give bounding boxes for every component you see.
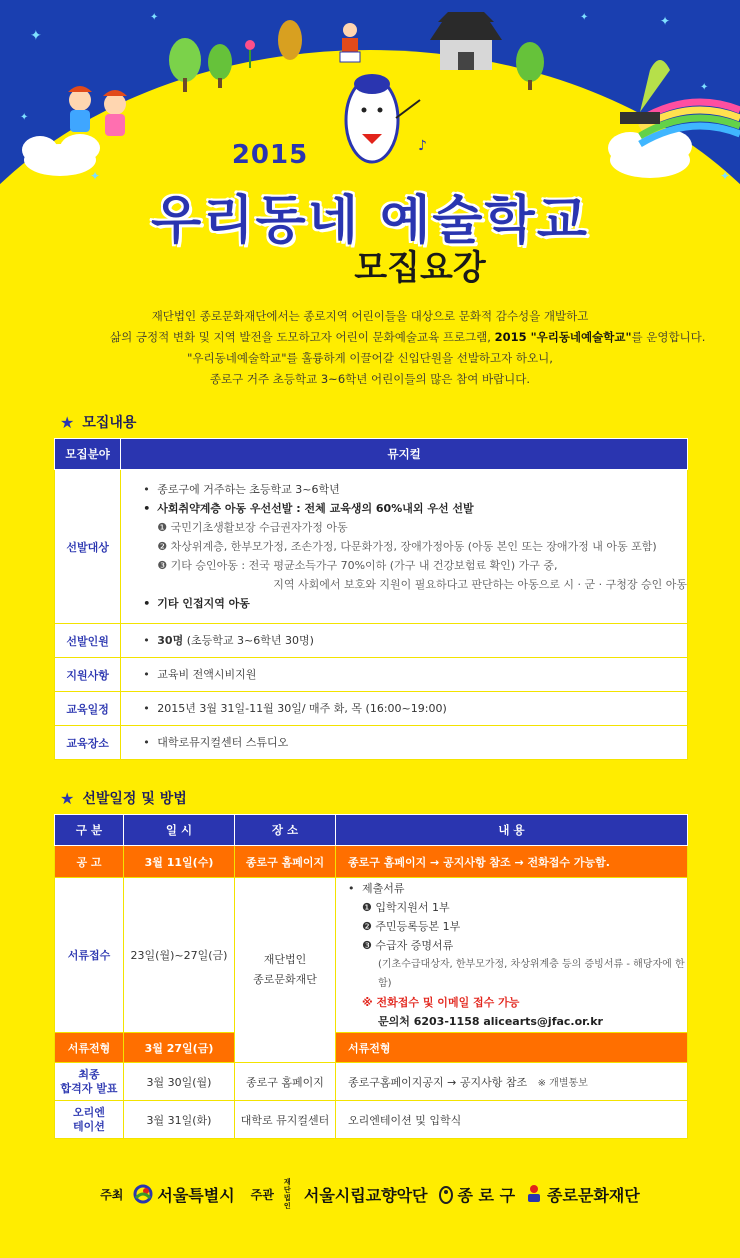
intro-line-part: 를 운영합니다.	[631, 330, 706, 344]
cell: 오리엔테이션 및 입학식	[336, 1101, 688, 1139]
cell: 종로구 홈페이지 → 공지사항 참조 → 전화접수 가능함.	[336, 846, 688, 878]
table-row	[55, 1033, 688, 1063]
section-heading-text: 모집내용	[82, 415, 137, 431]
column-header: 내 용	[336, 815, 688, 846]
page-title: 우리동네 예술학교	[151, 191, 589, 251]
cell: 서류전형	[336, 1033, 688, 1063]
table-row	[55, 1063, 688, 1101]
numbered-item-continued: 지역 사회에서 보호와 지원이 필요하다고 판단하는 아동으로 시 · 군 · 구청장 승인 아동	[273, 578, 687, 591]
table-row	[55, 878, 688, 1033]
column-header: 구 분	[55, 815, 124, 846]
result-note: ※ 개별통보	[537, 1077, 588, 1089]
numbered-item: ❷ 차상위계층, 한부모가정, 조손가정, 다문화가정, 장애가정아동 (아동 본인 또는 장애가정 내 아동 포함)	[157, 540, 657, 553]
cell	[336, 878, 688, 1033]
table-row	[55, 624, 688, 658]
bullet-item: • 사회취약계층 아동 우선선발 : 전체 교육생의 60%내외 우선 선발	[143, 499, 687, 518]
cell	[55, 1063, 124, 1101]
table-row	[55, 658, 688, 692]
host-label: 주최	[100, 1187, 124, 1202]
notice-text: ※ 전화접수 및 이메일 접수 가능	[362, 996, 520, 1009]
host-name: 서울특별시	[157, 1185, 235, 1205]
section-heading-recruitment	[60, 412, 136, 432]
cell: 3월 31일(화)	[124, 1101, 235, 1139]
cell: 공 고	[55, 846, 124, 878]
cell	[235, 878, 336, 1063]
label-line: 합격자 발표	[60, 1081, 118, 1095]
page-subtitle: 모집요강	[354, 248, 486, 288]
intro-line: "우리동네예술학교"를 훌륭하게 이끌어갈 신입단원을 선발하고자 하오니,	[187, 351, 553, 365]
music-note-icon: ♪	[418, 138, 427, 154]
numbered-item: ❶ 국민기초생활보장 수급권자가정 아동	[157, 521, 348, 534]
column-header: 뮤지컬	[121, 439, 688, 470]
label-line: 테이션	[73, 1119, 105, 1133]
table-row	[55, 726, 688, 760]
orchestra-name: 서울시립교향악단	[303, 1185, 428, 1205]
intro-line: 재단법인 종로문화재단에서는 종로지역 어린이들을 대상으로 문화적 감수성을 개발하고	[151, 309, 589, 323]
cell	[336, 1063, 688, 1101]
cell: 종로구 홈페이지	[235, 1063, 336, 1101]
star-icon: ✦	[30, 28, 42, 44]
cell: 종로구 홈페이지	[235, 846, 336, 878]
star-icon: ★	[60, 412, 75, 432]
place-line: 재단법인	[263, 953, 307, 966]
org-prefix: 재단법인	[283, 1178, 291, 1210]
cell: 3월 27일(금)	[124, 1033, 235, 1063]
selection-schedule-table	[54, 814, 688, 1139]
row-value	[121, 692, 688, 726]
seoul-logo-icon	[133, 1184, 153, 1204]
host-org	[133, 1183, 234, 1206]
result-text: 종로구홈페이지공지 → 공지사항 참조	[348, 1075, 528, 1089]
star-icon: ✦	[580, 12, 589, 23]
table-row	[55, 1101, 688, 1139]
row-value	[121, 624, 688, 658]
column-header: 모집분야	[55, 439, 121, 470]
schedule-value: • 2015년 3월 31일-11월 30일/ 매주 화, 목 (16:00~19:00)	[143, 699, 687, 718]
year-label: 2015	[231, 140, 309, 170]
row-value	[121, 470, 688, 624]
contact-info: 문의처 6203-1158 alicearts@jfac.or.kr	[378, 1015, 603, 1028]
star-icon: ✦	[20, 112, 29, 123]
cell: 3월 11일(수)	[124, 846, 235, 878]
label-line: 최종	[78, 1067, 100, 1081]
star-icon: ★	[60, 788, 75, 808]
numbered-item-note: (기초수급대상자, 한부모가정, 차상위계층 등의 증빙서류 - 해당자에 한함)	[378, 959, 685, 989]
numbered-item: ❸ 수급자 증명서류	[362, 939, 454, 952]
cell: 서류접수	[55, 878, 124, 1033]
gate-icon	[430, 12, 502, 70]
bullet-item: • 기타 인접지역 아동	[143, 594, 687, 613]
section-heading-selection	[60, 788, 187, 808]
count-value: 30명	[157, 634, 184, 647]
place-line: 종로문화재단	[253, 973, 317, 986]
support-value: • 교육비 전액시비지원	[143, 665, 687, 684]
cell: 23일(월)~27일(금)	[124, 878, 235, 1033]
row-label: 지원사항	[55, 658, 121, 692]
numbered-item: ❷ 주민등록등본 1부	[362, 920, 461, 933]
table-row	[55, 692, 688, 726]
recruitment-table	[54, 438, 688, 760]
row-label: 교육일정	[55, 692, 121, 726]
column-header: 일 시	[124, 815, 235, 846]
statue-icon	[278, 20, 302, 60]
label-line: 오리엔	[73, 1105, 105, 1119]
table-header-row	[55, 439, 688, 470]
intro-line: 종로구 거주 초등학교 3~6학년 어린이들의 많은 참여 바랍니다.	[209, 372, 531, 386]
star-icon: ✦	[660, 14, 671, 28]
table-row	[55, 470, 688, 624]
section-heading-text: 선발일정 및 방법	[82, 791, 187, 807]
program-name: 2015 "우리동네예술학교"	[494, 330, 632, 344]
row-label: 선발인원	[55, 624, 121, 658]
bullet-item: • 종로구에 거주하는 초등학교 3~6학년	[143, 480, 687, 499]
foundation-name: 종로문화재단	[547, 1185, 640, 1205]
count-detail: (초등학교 3~6학년 30명)	[183, 634, 314, 647]
column-header: 장 소	[235, 815, 336, 846]
table-header-row	[55, 815, 688, 846]
bullet-item: • 제출서류	[348, 879, 686, 898]
star-icon: ✦	[720, 169, 731, 183]
foundation-logo-icon	[525, 1184, 543, 1204]
row-value	[121, 658, 688, 692]
jongno-logo-icon	[438, 1184, 454, 1204]
cell: 대학로 뮤지컬센터	[235, 1101, 336, 1139]
row-label: 선발대상	[55, 470, 121, 624]
star-icon: ✦	[90, 169, 101, 183]
intro-line	[110, 327, 706, 348]
star-icon: ✦	[700, 82, 709, 93]
table-row	[55, 846, 688, 878]
row-value	[121, 726, 688, 760]
numbered-item: ❶ 입학지원서 1부	[362, 901, 450, 914]
numbered-item: ❸ 기타 승인아동 : 전국 평균소득가구 70%이하 (가구 내 건강보험료 확인) 가구 중,	[157, 559, 558, 572]
row-label: 교육장소	[55, 726, 121, 760]
star-icon: ✦	[150, 12, 159, 23]
place-value: • 대학로뮤지컬센터 스튜디오	[143, 733, 687, 752]
foundation-org	[525, 1183, 640, 1206]
cell	[55, 1101, 124, 1139]
intro-line-part: 삶의 긍정적 변화 및 지역 발전을 도모하고자 어린이 문화예술교육 프로그램,	[110, 330, 491, 344]
district-org	[438, 1183, 516, 1206]
organizer-label: 주관	[250, 1187, 274, 1202]
intro-text	[110, 306, 706, 390]
cell: 3월 30일(월)	[124, 1063, 235, 1101]
cell: 서류전형	[55, 1033, 124, 1063]
sponsor-footer	[0, 1178, 740, 1210]
district-name: 종 로 구	[457, 1185, 516, 1205]
